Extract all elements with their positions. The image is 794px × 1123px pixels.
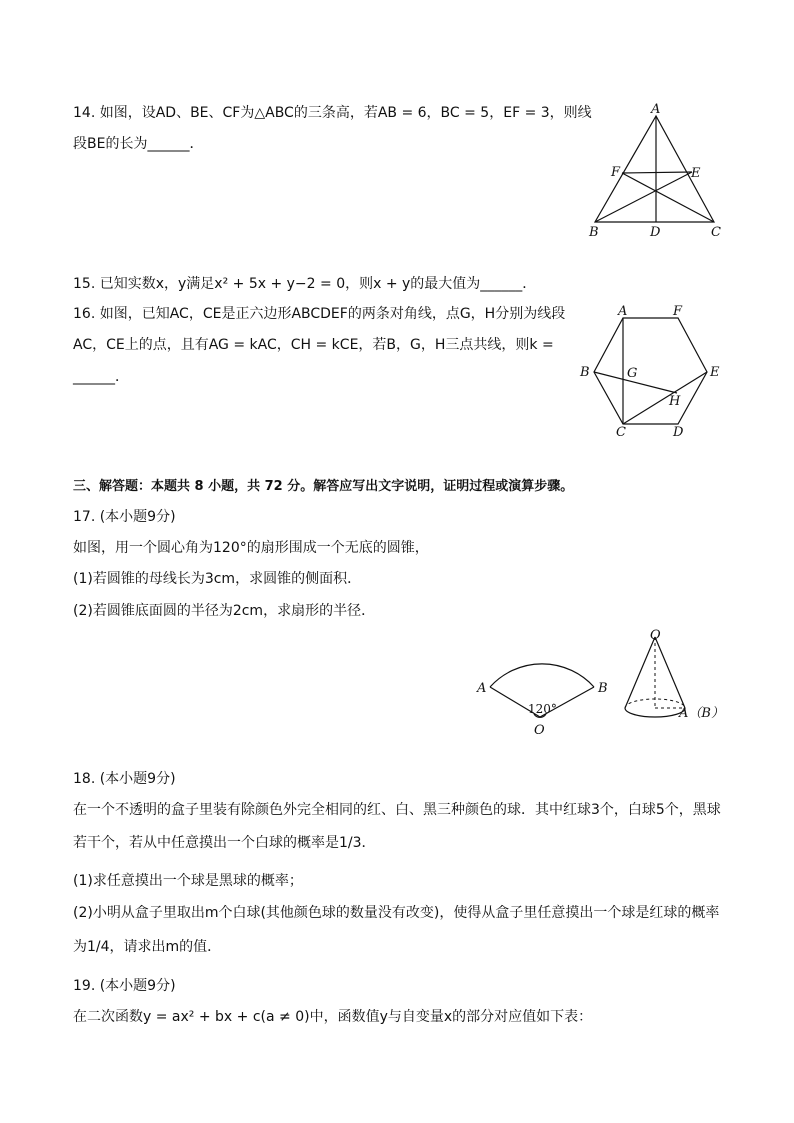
q16-label-g: G — [627, 366, 638, 381]
q16-label-h: H — [669, 394, 681, 409]
q17-label-a: A — [477, 681, 487, 696]
q16-text-line3: ______． — [73, 369, 129, 385]
q18-line2: 若干个，若从中任意摸出一个白球的概率是1/3． — [73, 835, 376, 851]
q18-title: 18. (本小题9分) — [73, 771, 176, 787]
q14-text-line2: 段BE的长为______． — [73, 136, 204, 152]
q17-title: 17. (本小题9分) — [73, 509, 176, 525]
q16-label-d: D — [673, 425, 684, 440]
q18-line1: 在一个不透明的盒子里装有除颜色外完全相同的红、白、黑三种颜色的球．其中红球3个，白球5个，黑球 — [73, 802, 721, 818]
q17-part2: (2)若圆锥底面圆的半径为2cm，求扇形的半径． — [73, 603, 376, 619]
q17-cone-diagram — [615, 625, 745, 730]
q18-part1: (1)求任意摸出一个球是黑球的概率； — [73, 873, 303, 889]
q17-label-o: O — [534, 723, 545, 738]
q17-part1: (1)若圆锥的母线长为3cm，求圆锥的侧面积． — [73, 571, 362, 587]
q16-text-line1: 16. 如图，已知AC，CE是正六边形ABCDEF的两条对角线，点G，H分别为线段 — [73, 306, 566, 322]
q16-label-e: E — [710, 365, 720, 380]
q14-triangle-diagram — [585, 100, 725, 240]
q19-line1: 在二次函数y = ax² + bx + c(a ≠ 0)中，函数值y与自变量x的部分对应值如下表： — [73, 1009, 593, 1025]
q19-title: 19. (本小题9分) — [73, 978, 176, 994]
q17-label-b: B — [598, 681, 608, 696]
q16-label-f: F — [673, 304, 683, 319]
q17-cone-label-ab: A（B） — [679, 706, 724, 721]
section3-heading: 三、解答题：本题共 8 小题，共 72 分。解答应写出文字说明，证明过程或演算步骤。 — [73, 479, 574, 494]
q14-label-f: F — [611, 165, 621, 180]
q16-label-c: C — [616, 425, 626, 440]
q17-label-angle: 120° — [528, 702, 557, 716]
q14-label-b: B — [589, 225, 599, 240]
q16-hexagon-diagram — [575, 302, 725, 440]
q14-label-d: D — [650, 225, 661, 240]
q14-label-e: E — [691, 166, 701, 181]
q16-text-line2: AC，CE上的点，且有AG = kAC，CH = kCE，若B，G，H三点共线，则k = — [73, 337, 554, 353]
q17-intro: 如图，用一个圆心角为120°的扇形围成一个无底的圆锥， — [73, 540, 429, 556]
q18-part2a: (2)小明从盒子里取出m个白球(其他颜色球的数量没有改变)，使得从盒子里任意摸出一个球是红球的概率 — [73, 905, 720, 921]
q16-label-b: B — [580, 365, 590, 380]
q15-text: 15. 已知实数x，y满足x² + 5x + y−2 = 0，则x + y的最大值为______． — [73, 276, 537, 292]
q17-cone-label-o: O — [650, 628, 661, 643]
q14-label-c: C — [711, 225, 721, 240]
q18-part2b: 为1/4，请求出m的值． — [73, 939, 222, 955]
q17-sector-diagram — [470, 645, 620, 740]
q16-label-a: A — [618, 304, 628, 319]
q14-label-a: A — [651, 102, 661, 117]
q14-text-line1: 14. 如图，设AD、BE、CF为△ABC的三条高，若AB = 6，BC = 5，EF = 3，则线 — [73, 105, 592, 121]
